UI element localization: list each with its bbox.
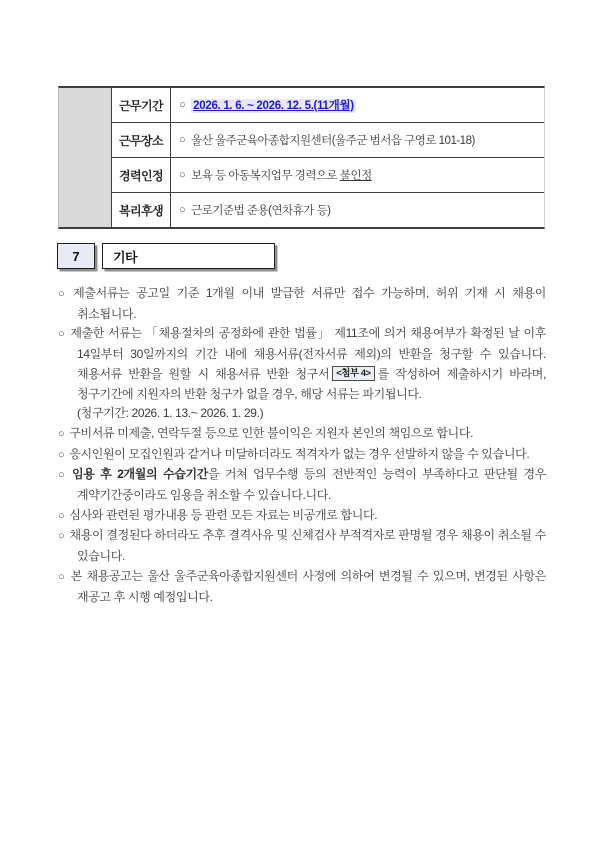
section-number-box (57, 243, 95, 269)
table-value-text (191, 167, 372, 183)
table-row (112, 193, 544, 227)
attachment-4-badge: <첨부 4> (332, 366, 374, 381)
table-left-gutter (59, 88, 112, 227)
circle-bullet-icon: ○ (58, 427, 65, 440)
job-info-table (58, 86, 545, 229)
job-info-rows (112, 88, 544, 227)
text-segment: 을 거쳐 업무수행 등의 전반적인 능력이 부족하다고 판단될 경우 계약기간중이라도 임용을 취소할 수 있습니다.니다. (77, 467, 546, 503)
table-row (112, 88, 544, 123)
circle-marker-icon: ○ (179, 99, 186, 111)
note-item (58, 424, 546, 445)
table-row-label: 복리후생 (112, 193, 171, 227)
note-item (58, 284, 546, 324)
table-row-value (171, 158, 544, 192)
underlined-text: 불인정 (339, 170, 372, 182)
circle-marker-icon: ○ (179, 169, 186, 181)
circle-bullet-icon: ○ (58, 448, 65, 461)
circle-bullet-icon: ○ (58, 469, 68, 482)
table-row (112, 158, 544, 193)
table-row (112, 123, 544, 158)
table-row-value (171, 88, 544, 122)
text-segment: 심사와 관련된 평가내용 등 관련 모든 자료는 비공개로 합니다. (69, 507, 378, 522)
table-row-label: 근무기간 (112, 88, 171, 122)
section-title: 기타 (113, 249, 138, 265)
circle-bullet-icon: ○ (58, 509, 65, 522)
note-item (58, 445, 546, 466)
text-segment: 채용이 결정된다 하더라도 추후 결격사유 및 신체검사 부적격자로 판명될 경우 채용이 취소될 수 있습니다. (69, 528, 546, 564)
notes-list (58, 284, 546, 607)
circle-marker-icon: ○ (179, 204, 186, 216)
text-segment: (청구기간: 2026. 1. 13.~ 2026. 1. 29.) (77, 406, 264, 421)
text-segment: 제출서류는 공고일 기준 1개월 이내 발급한 서류만 접수 가능하며, 허위 기재 시 채용이 취소됩니다. (73, 286, 546, 321)
note-item (58, 526, 546, 566)
text-segment: 보육 등 아동복지업무 경력으로 (191, 170, 340, 182)
text-segment: 응시인원이 모집인원과 같거나 미달하더라도 적격자가 없는 경우 선발하지 않을 수 있습니다. (69, 446, 530, 461)
table-row-label: 경력인정 (112, 158, 171, 192)
text-segment: 근로기준법 준용(연차휴가 등) (191, 205, 331, 217)
table-value-text (191, 97, 356, 113)
text-segment: 구비서류 미제출, 연락두절 등으로 인한 불이익은 지원자 본인의 책임으로 합니다. (69, 425, 474, 440)
circle-bullet-icon: ○ (58, 570, 66, 583)
circle-bullet-icon: ○ (58, 288, 69, 300)
note-item (58, 567, 546, 607)
text-segment: 제출한 서류는 「채용절차의 공정화에 관한 법률」 제11조에 의거 채용여부가 확정된 날 이후 14일부터 30일까지의 기간 내에 채용서류(전자서류 제외)의 반환을 청구할 수 있습니다. 채용서류 반환을 원할 시 채용서류 반환 청구서 (70, 326, 547, 381)
table-row-value (171, 193, 544, 227)
circle-marker-icon: ○ (179, 134, 186, 146)
table-value-text (191, 132, 475, 148)
table-row-value (171, 123, 544, 157)
circle-bullet-icon: ○ (58, 328, 66, 341)
section-header (57, 243, 275, 269)
text-segment: 본 채용공고는 울산 울주군육아종합지원센터 사정에 의하여 변경될 수 있으며, 변경된 사항은 재공고 후 시행 예정입니다. (70, 568, 546, 604)
emphasized-text: 임용 후 2개월의 수습기간 (72, 467, 208, 482)
table-value-text (191, 202, 330, 218)
note-item (58, 324, 546, 424)
note-item (58, 465, 546, 505)
text-segment: 를 작성하여 제출하시기 바라며, 청구기간에 지원자의 반환 청구가 없을 경우, 해당 서류는 파기됩니다. (77, 366, 546, 401)
note-item (58, 506, 546, 527)
section-number: 7 (72, 248, 80, 264)
text-segment: 울산 울주군육아종합지원센터(울주군 범서읍 구영로 101-18) (191, 135, 475, 147)
circle-bullet-icon: ○ (58, 530, 65, 543)
work-period-link[interactable]: 2026. 1. 6. ~ 2026. 12. 5.(11개월) (193, 100, 354, 112)
table-row-label: 근무장소 (112, 123, 171, 157)
section-title-box (102, 243, 275, 269)
